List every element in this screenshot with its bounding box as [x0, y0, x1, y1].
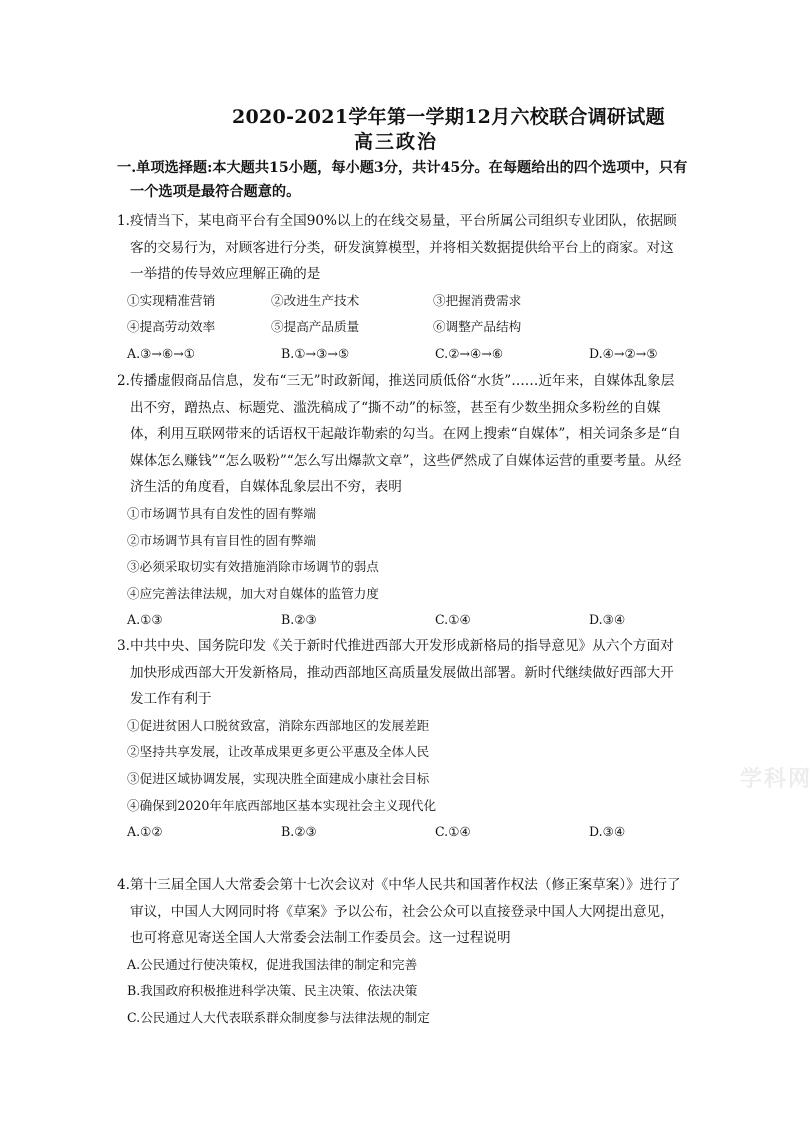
choice-c[interactable]: C.①④: [435, 824, 471, 840]
exam-subject: 高三政治: [354, 131, 439, 153]
question-1: [117, 208, 683, 368]
question-1-item: ③把握消费需求: [433, 292, 522, 308]
choice-d[interactable]: D.③④: [589, 824, 626, 840]
question-2: [117, 368, 683, 634]
question-3-choices: [117, 819, 683, 846]
exam-title: 2020-2021学年第一学期12月六校联合调研试题: [232, 106, 665, 128]
watermark: 学科网: [740, 766, 812, 792]
question-2-stem: 2.传播虚假商品信息，发布“三无”时政新闻，推送同质低俗“水货”……近年来，自媒体乱象层出不穷，蹭热点、标题党、滥洗稿成了“撕不动”的标签，甚至有少数坐拥众多粉丝的自媒体，利用互联网带来的话语权干起敲诈勒索的勾当。在网上搜索“自媒体”，相关词条多是“自媒体怎么赚钱”“怎么吸粉”“怎么写出爆款文章”，这些俨然成了自媒体运营的重要考量。从经济生活的角度看，自媒体乱象层出不穷，表明: [117, 373, 682, 496]
question-4: [117, 872, 683, 1032]
question-2-item: ③必须采取切实有效措施消除市场调节的弱点: [127, 559, 379, 575]
question-1-items-row-1: [117, 288, 683, 315]
question-4-stem: 4.第十三届全国人大常委会第十七次会议对《中华人民共和国著作权法（修正案草案）》进行了审议，中国人大网同时将《草案》予以公布，社会公众可以直接登录中国人大网提出意见，也可将意见寄送全国人大常委会法制工作委员会。这一过程说明: [117, 877, 681, 947]
question-1-items-row-2: [117, 314, 683, 341]
question-2-item: ①市场调节具有自发性的固有弊端: [127, 505, 316, 521]
choice-c[interactable]: C.②→④→⑥: [435, 345, 504, 361]
choice-c[interactable]: C.①④: [435, 612, 471, 628]
question-3-stem: 3.中共中央、国务院印发《关于新时代推进西部大开发形成新格局的指导意见》从六个方面对加快形成西部大开发新格局，推动西部地区高质量发展做出部署。新时代继续做好西部大开发工作有利于: [117, 638, 674, 708]
choice-b[interactable]: B.我国政府积极推进科学决策、民主决策、依法决策: [127, 983, 418, 999]
question-3: [117, 633, 683, 846]
question-1-stem: 1.疫情当下，某电商平台有全国90%以上的在线交易量，平台所属公司组织专业团队，依据顾客的交易行为，对顾客进行分类，研发演算模型，并将相关数据提供给平台上的商家。对这一举措的传导效应理解正确的是: [117, 213, 677, 283]
choice-b[interactable]: B.②③: [281, 612, 317, 628]
question-1-item: ⑤提高产品质量: [271, 319, 360, 335]
question-2-choices: [117, 607, 683, 634]
question-3-item: ①促进贫困人口脱贫致富，消除东西部地区的发展差距: [127, 717, 430, 733]
question-1-item: ①实现精准营销: [127, 292, 216, 308]
question-1-choices: [117, 341, 683, 368]
question-3-item: ②坚持共享发展，让改革成果更多更公平惠及全体人民: [127, 744, 430, 760]
choice-a[interactable]: A.①②: [127, 824, 163, 840]
question-1-item: ④提高劳动效率: [127, 319, 216, 335]
choice-a[interactable]: A.①③: [127, 612, 163, 628]
choice-b[interactable]: B.②③: [281, 824, 317, 840]
choice-b[interactable]: B.①→③→⑤: [281, 345, 350, 361]
question-2-item: ②市场调节具有盲目性的固有弊端: [127, 532, 316, 548]
question-3-item: ③促进区域协调发展，实现决胜全面建成小康社会目标: [127, 770, 430, 786]
question-1-item: ②改进生产技术: [271, 292, 360, 308]
question-1-item: ⑥调整产品结构: [433, 319, 522, 335]
section-heading: 一.单项选择题:本大题共15小题，每小题3分，共计45分。在每题给出的四个选项中，只有一个选项是最符合题意的。: [117, 160, 688, 200]
question-2-item: ④应完善法律法规，加大对自媒体的监管力度: [127, 585, 379, 601]
choice-a[interactable]: A.公民通过行使决策权，促进我国法律的制定和完善: [127, 956, 418, 972]
choice-c[interactable]: C.公民通过人大代表联系群众制度参与法律法规的制定: [127, 1009, 430, 1025]
choice-a[interactable]: A.③→⑥→①: [127, 345, 196, 361]
choice-d[interactable]: D.④→②→⑤: [589, 345, 658, 361]
question-3-item: ④确保到2020年年底西部地区基本实现社会主义现代化: [127, 797, 437, 813]
choice-d[interactable]: D.③④: [589, 612, 626, 628]
